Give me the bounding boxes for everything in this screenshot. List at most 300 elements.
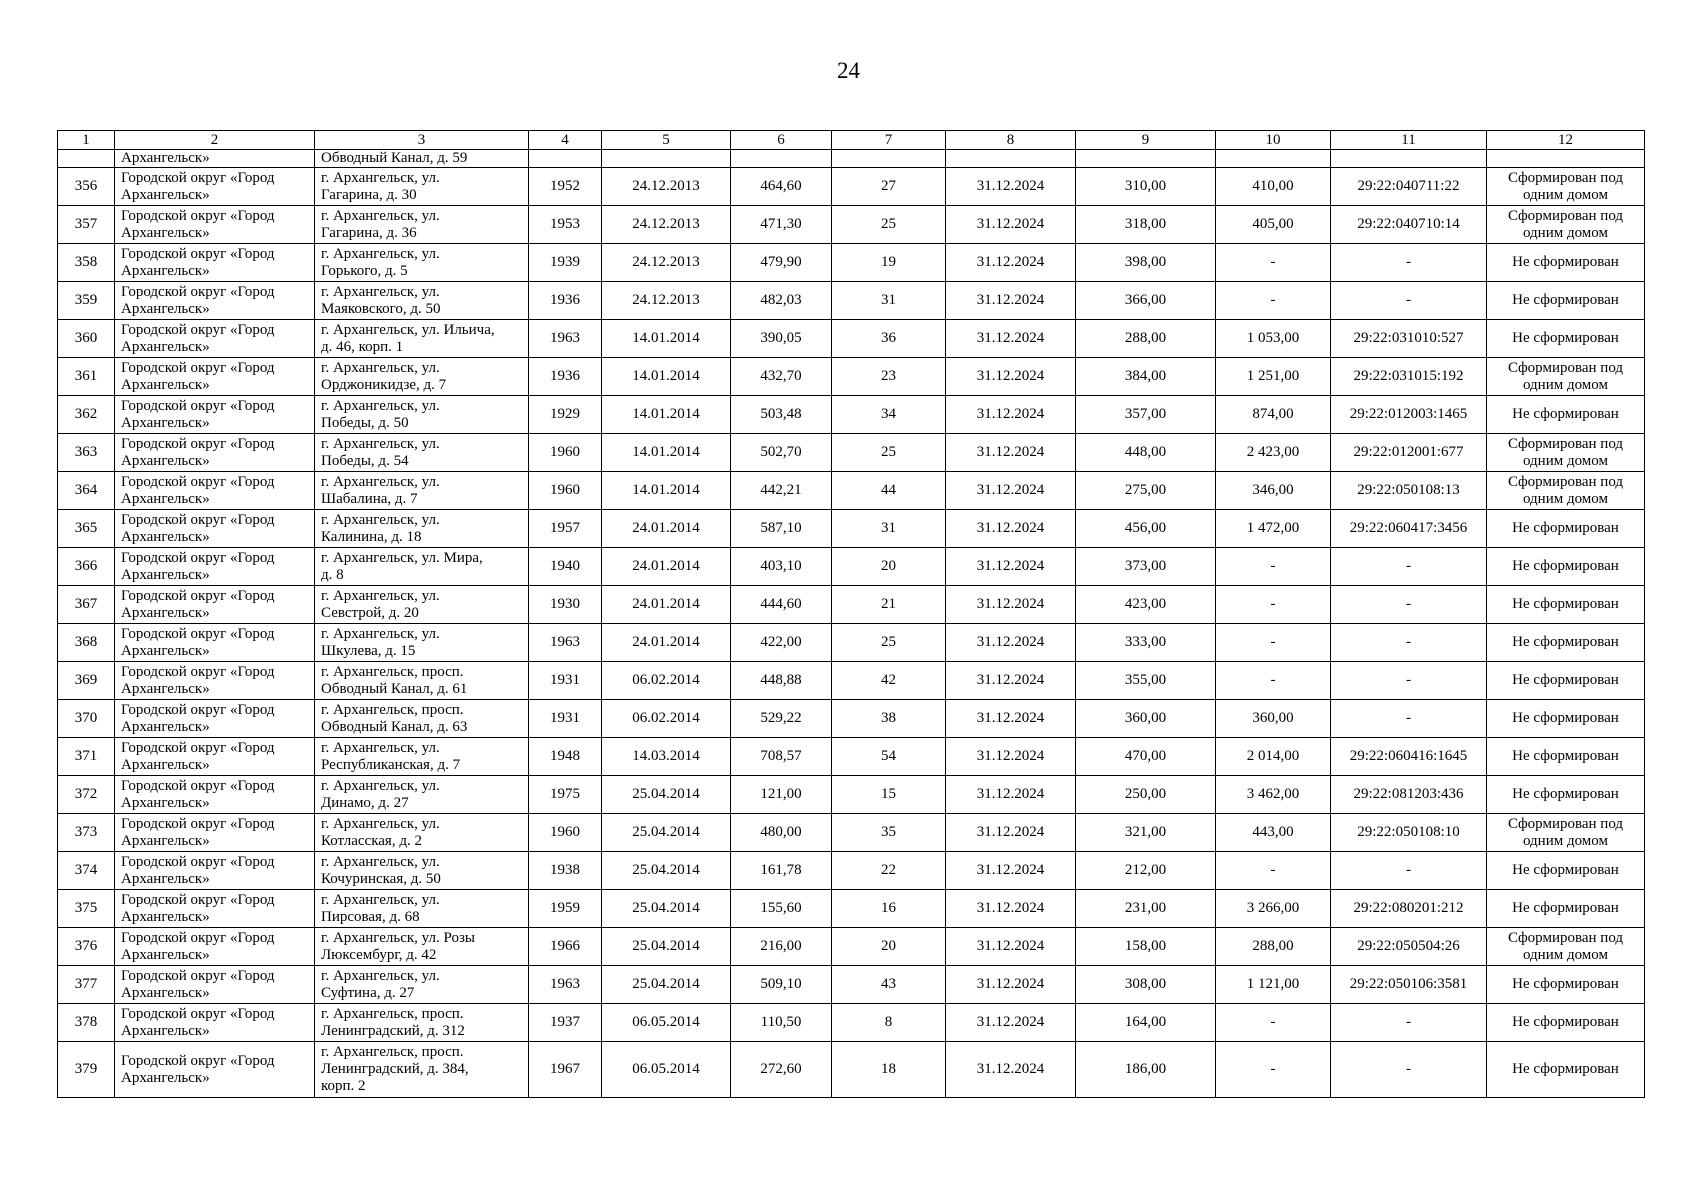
area-cell: 442,21: [731, 472, 832, 510]
land-status-cell: [1487, 624, 1645, 662]
cell-text-line: г. Архангельск, ул.: [321, 967, 440, 984]
cell-text-line: Сформирован под: [1507, 359, 1624, 376]
residents-cell: 34: [832, 396, 946, 434]
date-cell: 14.01.2014: [602, 396, 731, 434]
column-header: 2: [115, 131, 315, 150]
date-cell: 06.02.2014: [602, 662, 731, 700]
housing-registry-table: [57, 130, 1645, 1098]
table-row: [58, 890, 1645, 928]
land-status-cell: [1487, 510, 1645, 548]
owner-cell: [115, 320, 315, 358]
value-col9-cell: 360,00: [1076, 700, 1216, 738]
value-col9-cell: 288,00: [1076, 320, 1216, 358]
residents-cell: 25: [832, 206, 946, 244]
cell-text-line: Архангельск»: [121, 376, 210, 393]
residents-cell: 43: [832, 966, 946, 1004]
area-cell: 503,48: [731, 396, 832, 434]
cadastre-number-cell: 29:22:031015:192: [1331, 358, 1487, 396]
area-cell: 502,70: [731, 434, 832, 472]
cell-text-line: Гагарина, д. 30: [321, 186, 417, 203]
cell-text-line: г. Архангельск, ул.: [321, 169, 440, 186]
cell-text-line: Городской округ «Город: [121, 435, 275, 452]
cell-text-line: Архангельск»: [121, 528, 210, 545]
table-row: [58, 814, 1645, 852]
land-status-cell: [1487, 852, 1645, 890]
value-col9-cell: 321,00: [1076, 814, 1216, 852]
table-row: [58, 510, 1645, 548]
date-cell: 25.04.2014: [602, 776, 731, 814]
cadastre-number-cell: 29:22:040710:14: [1331, 206, 1487, 244]
residents-cell: 25: [832, 434, 946, 472]
cell-text-line: Городской округ «Город: [121, 397, 275, 414]
cell-text-line: одним домом: [1522, 186, 1609, 203]
owner-cell: [115, 206, 315, 244]
area-cell: 444,60: [731, 586, 832, 624]
cell-text-line: Городской округ «Город: [121, 587, 275, 604]
date-cell: 25.04.2014: [602, 890, 731, 928]
land-status-cell: [1487, 434, 1645, 472]
cell-text-line: д. 46, корп. 1: [321, 338, 404, 355]
year-cell: 1939: [529, 244, 602, 282]
date-cell: 25.04.2014: [602, 966, 731, 1004]
cell-text-line: Архангельск»: [121, 870, 210, 887]
cell-text-line: г. Архангельск, ул.: [321, 511, 440, 528]
land-status-cell: [1487, 776, 1645, 814]
address-cell: [315, 1004, 529, 1042]
cell-text-line: Орджоникидзе, д. 7: [321, 376, 447, 393]
address-cell: [315, 586, 529, 624]
residents-cell: 54: [832, 738, 946, 776]
value-col9-cell: 373,00: [1076, 548, 1216, 586]
value-col9-cell: 310,00: [1076, 168, 1216, 206]
land-status-cell: [1487, 358, 1645, 396]
cadastre-number-cell: 29:22:060417:3456: [1331, 510, 1487, 548]
residents-cell: 19: [832, 244, 946, 282]
year-cell: 1948: [529, 738, 602, 776]
row-number-cell: 358: [58, 244, 115, 282]
deadline-cell: 31.12.2024: [946, 548, 1076, 586]
deadline-cell: 31.12.2024: [946, 472, 1076, 510]
cell-text-line: г. Архангельск, ул. Розы: [321, 929, 475, 946]
column-header: 7: [832, 131, 946, 150]
row-number-cell: 357: [58, 206, 115, 244]
year-cell: 1940: [529, 548, 602, 586]
value-col10-cell: -: [1216, 1004, 1331, 1042]
date-cell: 06.05.2014: [602, 1004, 731, 1042]
cell-text-line: Победы, д. 50: [321, 414, 409, 431]
area-cell: 480,00: [731, 814, 832, 852]
residents-cell: 31: [832, 282, 946, 320]
area-cell: 471,30: [731, 206, 832, 244]
table-row: [58, 662, 1645, 700]
owner-cell: [115, 358, 315, 396]
cell-text-line: Сформирован под: [1507, 815, 1624, 832]
cell-text-line: Архангельск»: [121, 490, 210, 507]
land-status-cell: [1487, 396, 1645, 434]
address-cell: [315, 1042, 529, 1098]
owner-cell: [115, 624, 315, 662]
date-cell: 24.01.2014: [602, 510, 731, 548]
deadline-cell: 31.12.2024: [946, 320, 1076, 358]
cell-text-line: г. Архангельск, ул.: [321, 815, 440, 832]
value-col10-cell: 1 251,00: [1216, 358, 1331, 396]
date-cell: 25.04.2014: [602, 928, 731, 966]
cadastre-number-cell: -: [1331, 662, 1487, 700]
land-status-cell: [1487, 1004, 1645, 1042]
value-col10-cell: 346,00: [1216, 472, 1331, 510]
owner-cell: [115, 738, 315, 776]
value-col10-cell: 3 462,00: [1216, 776, 1331, 814]
cadastre-number-cell: -: [1331, 586, 1487, 624]
address-cell: [315, 890, 529, 928]
cell-text-line: Архангельск»: [121, 300, 210, 317]
row-number-cell: 364: [58, 472, 115, 510]
owner-cell: [115, 852, 315, 890]
land-status-cell: [1487, 738, 1645, 776]
address-cell: [315, 358, 529, 396]
value-col9-cell: 308,00: [1076, 966, 1216, 1004]
cell-text-line: г. Архангельск, ул. Мира,: [321, 549, 483, 566]
cell-text-line: Архангельск»: [121, 1022, 210, 1039]
table-row: [58, 244, 1645, 282]
row-number-cell: 366: [58, 548, 115, 586]
date-cell: 24.01.2014: [602, 548, 731, 586]
area-cell: 448,88: [731, 662, 832, 700]
deadline-cell: 31.12.2024: [946, 244, 1076, 282]
residents-cell: 31: [832, 510, 946, 548]
table-row: [58, 586, 1645, 624]
cadastre-number-cell: 29:22:081203:436: [1331, 776, 1487, 814]
value-col9-cell: 275,00: [1076, 472, 1216, 510]
residents-cell: 21: [832, 586, 946, 624]
residents-cell: 15: [832, 776, 946, 814]
deadline-cell: 31.12.2024: [946, 168, 1076, 206]
year-cell: 1937: [529, 1004, 602, 1042]
date-cell: 14.01.2014: [602, 358, 731, 396]
cell-text-line: Городской округ «Город: [121, 169, 275, 186]
value-col9-cell: 158,00: [1076, 928, 1216, 966]
cell-text-line: Не сформирован: [1512, 330, 1619, 346]
area-cell: 432,70: [731, 358, 832, 396]
area-cell: 587,10: [731, 510, 832, 548]
table-row: [58, 966, 1645, 1004]
row-number-cell: 374: [58, 852, 115, 890]
cell-text-line: Городской округ «Город: [121, 891, 275, 908]
year-cell: 1966: [529, 928, 602, 966]
deadline-cell: 31.12.2024: [946, 434, 1076, 472]
table-row: [58, 624, 1645, 662]
cell-text-line: г. Архангельск, просп.: [321, 701, 464, 718]
cell-text-line: Архангельск»: [121, 718, 210, 735]
table-row: [58, 852, 1645, 890]
year-cell: 1967: [529, 1042, 602, 1098]
cell-text-line: Люксембург, д. 42: [321, 946, 437, 963]
column-header: 11: [1331, 131, 1487, 150]
cell-text-line: г. Архангельск, просп.: [321, 663, 464, 680]
row-number-cell: 359: [58, 282, 115, 320]
cell-text-line: Не сформирован: [1512, 254, 1619, 270]
deadline-cell: 31.12.2024: [946, 358, 1076, 396]
row-number-cell: 370: [58, 700, 115, 738]
cell-text-line: Городской округ «Город: [121, 853, 275, 870]
deadline-cell: 31.12.2024: [946, 396, 1076, 434]
cadastre-number-cell: 29:22:012003:1465: [1331, 396, 1487, 434]
column-header: 6: [731, 131, 832, 150]
value-col10-cell: -: [1216, 548, 1331, 586]
value-col10-cell: 1 121,00: [1216, 966, 1331, 1004]
cell-text-line: г. Архангельск, ул.: [321, 435, 440, 452]
year-cell: 1960: [529, 814, 602, 852]
cell-text-line: Сформирован под: [1507, 207, 1624, 224]
row-number-cell: 363: [58, 434, 115, 472]
address-cell: [315, 548, 529, 586]
cell-text-line: Не сформирован: [1512, 672, 1619, 688]
address-cell: [315, 814, 529, 852]
date-cell: 14.01.2014: [602, 434, 731, 472]
value-col10-cell: 405,00: [1216, 206, 1331, 244]
cell-text-line: Сформирован под: [1507, 929, 1624, 946]
address-cell: [315, 282, 529, 320]
cell-text-line: Городской округ «Город: [121, 283, 275, 300]
value-col9-cell: 333,00: [1076, 624, 1216, 662]
cell-text-line: Архангельск»: [121, 224, 210, 241]
value-col9-cell: 456,00: [1076, 510, 1216, 548]
table-row: [58, 1004, 1645, 1042]
row-number-cell: 361: [58, 358, 115, 396]
address-cell: [315, 168, 529, 206]
cell-text-line: Городской округ «Город: [121, 511, 275, 528]
residents-cell: 38: [832, 700, 946, 738]
value-col9-cell: 448,00: [1076, 434, 1216, 472]
year-cell: 1953: [529, 206, 602, 244]
deadline-cell: 31.12.2024: [946, 814, 1076, 852]
cell-text-line: Городской округ «Город: [121, 321, 275, 338]
land-status-cell: [1487, 244, 1645, 282]
value-col10-cell: -: [1216, 586, 1331, 624]
area-cell: 121,00: [731, 776, 832, 814]
cadastre-number-cell: 29:22:050106:3581: [1331, 966, 1487, 1004]
owner-cell: [115, 472, 315, 510]
cell-text-line: Архангельск»: [121, 186, 210, 203]
cell-text-line: Архангельск»: [121, 680, 210, 697]
table-row: [58, 472, 1645, 510]
cell-text-line: Шабалина, д. 7: [321, 490, 418, 507]
cell-text-line: Архангельск»: [121, 452, 210, 469]
cell-text-line: Не сформирован: [1512, 1014, 1619, 1030]
year-cell: 1963: [529, 320, 602, 358]
cadastre-number-cell: 29:22:060416:1645: [1331, 738, 1487, 776]
column-number-header-row: [58, 131, 1645, 150]
area-cell: 479,90: [731, 244, 832, 282]
land-status-cell: [1487, 966, 1645, 1004]
value-col10-cell: 1 053,00: [1216, 320, 1331, 358]
residents-cell: 35: [832, 814, 946, 852]
cell-text-line: одним домом: [1522, 376, 1609, 393]
address-cell: [315, 320, 529, 358]
land-status-cell: [1487, 928, 1645, 966]
table-row: [58, 434, 1645, 472]
land-status-cell: [1487, 168, 1645, 206]
cell-text-line: Архангельск»: [121, 756, 210, 773]
residents-cell: 42: [832, 662, 946, 700]
date-cell: 24.01.2014: [602, 624, 731, 662]
residents-cell: 18: [832, 1042, 946, 1098]
deadline-cell: 31.12.2024: [946, 700, 1076, 738]
cell-text-line: Городской округ «Город: [121, 625, 275, 642]
area-cell: 161,78: [731, 852, 832, 890]
column-header: 1: [58, 131, 115, 150]
cell-text-line: одним домом: [1522, 832, 1609, 849]
value-col9-cell: 355,00: [1076, 662, 1216, 700]
value-col10-cell: -: [1216, 662, 1331, 700]
column-header: 9: [1076, 131, 1216, 150]
value-col10-cell: 874,00: [1216, 396, 1331, 434]
value-col9-cell: 384,00: [1076, 358, 1216, 396]
cell-text-line: д. 8: [321, 566, 344, 583]
cadastre-number-cell: 29:22:050108:13: [1331, 472, 1487, 510]
cell-text-line: корп. 2: [321, 1078, 366, 1094]
cell-text-line: Городской округ «Город: [121, 245, 275, 262]
cell-text-line: Победы, д. 54: [321, 452, 409, 469]
cell-text-line: Сформирован под: [1507, 169, 1624, 186]
cadastre-number-cell: -: [1331, 548, 1487, 586]
cell-text-line: Архангельск»: [121, 794, 210, 811]
address-cell: [315, 396, 529, 434]
owner-cell: [115, 244, 315, 282]
owner-cell: [115, 966, 315, 1004]
value-col10-cell: 410,00: [1216, 168, 1331, 206]
table-row: [58, 1042, 1645, 1098]
owner-cell: [115, 434, 315, 472]
year-cell: 1952: [529, 168, 602, 206]
address-cell: [315, 966, 529, 1004]
cell-text-line: Шкулева, д. 15: [321, 642, 416, 659]
year-cell: 1963: [529, 624, 602, 662]
year-cell: 1929: [529, 396, 602, 434]
cell-text-line: Городской округ «Город: [121, 967, 275, 984]
cell-text-line: Городской округ «Город: [121, 929, 275, 946]
date-cell: 14.03.2014: [602, 738, 731, 776]
cell-text-line: г. Архангельск, ул. Ильича,: [321, 321, 495, 338]
deadline-cell: 31.12.2024: [946, 206, 1076, 244]
area-cell: 509,10: [731, 966, 832, 1004]
value-col10-cell: 3 266,00: [1216, 890, 1331, 928]
row-number-cell: 375: [58, 890, 115, 928]
table-row: [58, 282, 1645, 320]
deadline-cell: 31.12.2024: [946, 890, 1076, 928]
land-status-cell: [1487, 1042, 1645, 1098]
address-cell: [315, 206, 529, 244]
cell-text-line: г. Архангельск, ул.: [321, 625, 440, 642]
year-cell: 1963: [529, 966, 602, 1004]
cadastre-number-cell: 29:22:080201:212: [1331, 890, 1487, 928]
cell-text-line: Сформирован под: [1507, 473, 1624, 490]
cell-text-line: Динамо, д. 27: [321, 794, 409, 811]
cadastre-number-cell: -: [1331, 624, 1487, 662]
row-number-cell: 368: [58, 624, 115, 662]
value-col10-cell: 2 423,00: [1216, 434, 1331, 472]
cell-text-line: Не сформирован: [1512, 558, 1619, 574]
cell-text-line: г. Архангельск, ул.: [321, 397, 440, 414]
address-cell: Обводный Канал, д. 59: [315, 150, 529, 168]
cell-text-line: Не сформирован: [1512, 748, 1619, 764]
address-cell: [315, 700, 529, 738]
cell-text-line: Не сформирован: [1512, 710, 1619, 726]
address-cell: [315, 662, 529, 700]
continuation-row: [58, 150, 1645, 168]
cell-text-line: Пирсовая, д. 68: [321, 908, 420, 925]
cell-text-line: Обводный Канал, д. 63: [321, 718, 468, 735]
value-col9-cell: 250,00: [1076, 776, 1216, 814]
cell-text-line: Не сформирован: [1512, 976, 1619, 992]
year-cell: 1936: [529, 358, 602, 396]
year-cell: 1938: [529, 852, 602, 890]
owner-cell: [115, 168, 315, 206]
row-number-cell: 362: [58, 396, 115, 434]
cell-text-line: Городской округ «Город: [121, 663, 275, 680]
value-col9-cell: 357,00: [1076, 396, 1216, 434]
date-cell: 14.01.2014: [602, 320, 731, 358]
cell-text-line: г. Архангельск, ул.: [321, 853, 440, 870]
owner-cell: [115, 928, 315, 966]
residents-cell: 20: [832, 548, 946, 586]
cell-text-line: Архангельск»: [121, 604, 210, 621]
value-col9-cell: 318,00: [1076, 206, 1216, 244]
area-cell: 216,00: [731, 928, 832, 966]
cell-text-line: Городской округ «Город: [121, 473, 275, 490]
cell-text-line: Городской округ «Город: [121, 549, 275, 566]
cell-text-line: Архангельск»: [121, 414, 210, 431]
year-cell: 1960: [529, 434, 602, 472]
address-cell: [315, 434, 529, 472]
year-cell: 1959: [529, 890, 602, 928]
cell-text-line: одним домом: [1522, 452, 1609, 469]
value-col10-cell: -: [1216, 1042, 1331, 1098]
area-cell: 422,00: [731, 624, 832, 662]
area-cell: 390,05: [731, 320, 832, 358]
owner-cell: [115, 814, 315, 852]
cadastre-number-cell: 29:22:040711:22: [1331, 168, 1487, 206]
deadline-cell: 31.12.2024: [946, 662, 1076, 700]
value-col9-cell: 398,00: [1076, 244, 1216, 282]
column-header: 12: [1487, 131, 1645, 150]
land-status-cell: [1487, 700, 1645, 738]
cadastre-number-cell: -: [1331, 282, 1487, 320]
cell-text-line: г. Архангельск, просп.: [321, 1044, 464, 1060]
deadline-cell: 31.12.2024: [946, 510, 1076, 548]
residents-cell: 16: [832, 890, 946, 928]
cadastre-number-cell: -: [1331, 1004, 1487, 1042]
residents-cell: 8: [832, 1004, 946, 1042]
cell-text-line: Котласская, д. 2: [321, 832, 422, 849]
address-cell: [315, 510, 529, 548]
value-col10-cell: -: [1216, 282, 1331, 320]
cell-text-line: Севстрой, д. 20: [321, 604, 419, 621]
address-cell: [315, 624, 529, 662]
cell-text-line: Архангельск»: [121, 642, 210, 659]
deadline-cell: 31.12.2024: [946, 928, 1076, 966]
cell-text-line: Не сформирован: [1512, 862, 1619, 878]
table-row: [58, 548, 1645, 586]
cell-text-line: Суфтина, д. 27: [321, 984, 415, 1001]
date-cell: 24.12.2013: [602, 206, 731, 244]
year-cell: 1930: [529, 586, 602, 624]
cell-text-line: Архангельск»: [121, 984, 210, 1001]
cadastre-number-cell: 29:22:012001:677: [1331, 434, 1487, 472]
cell-text-line: Архангельск»: [121, 908, 210, 925]
value-col10-cell: -: [1216, 244, 1331, 282]
table-row: [58, 928, 1645, 966]
